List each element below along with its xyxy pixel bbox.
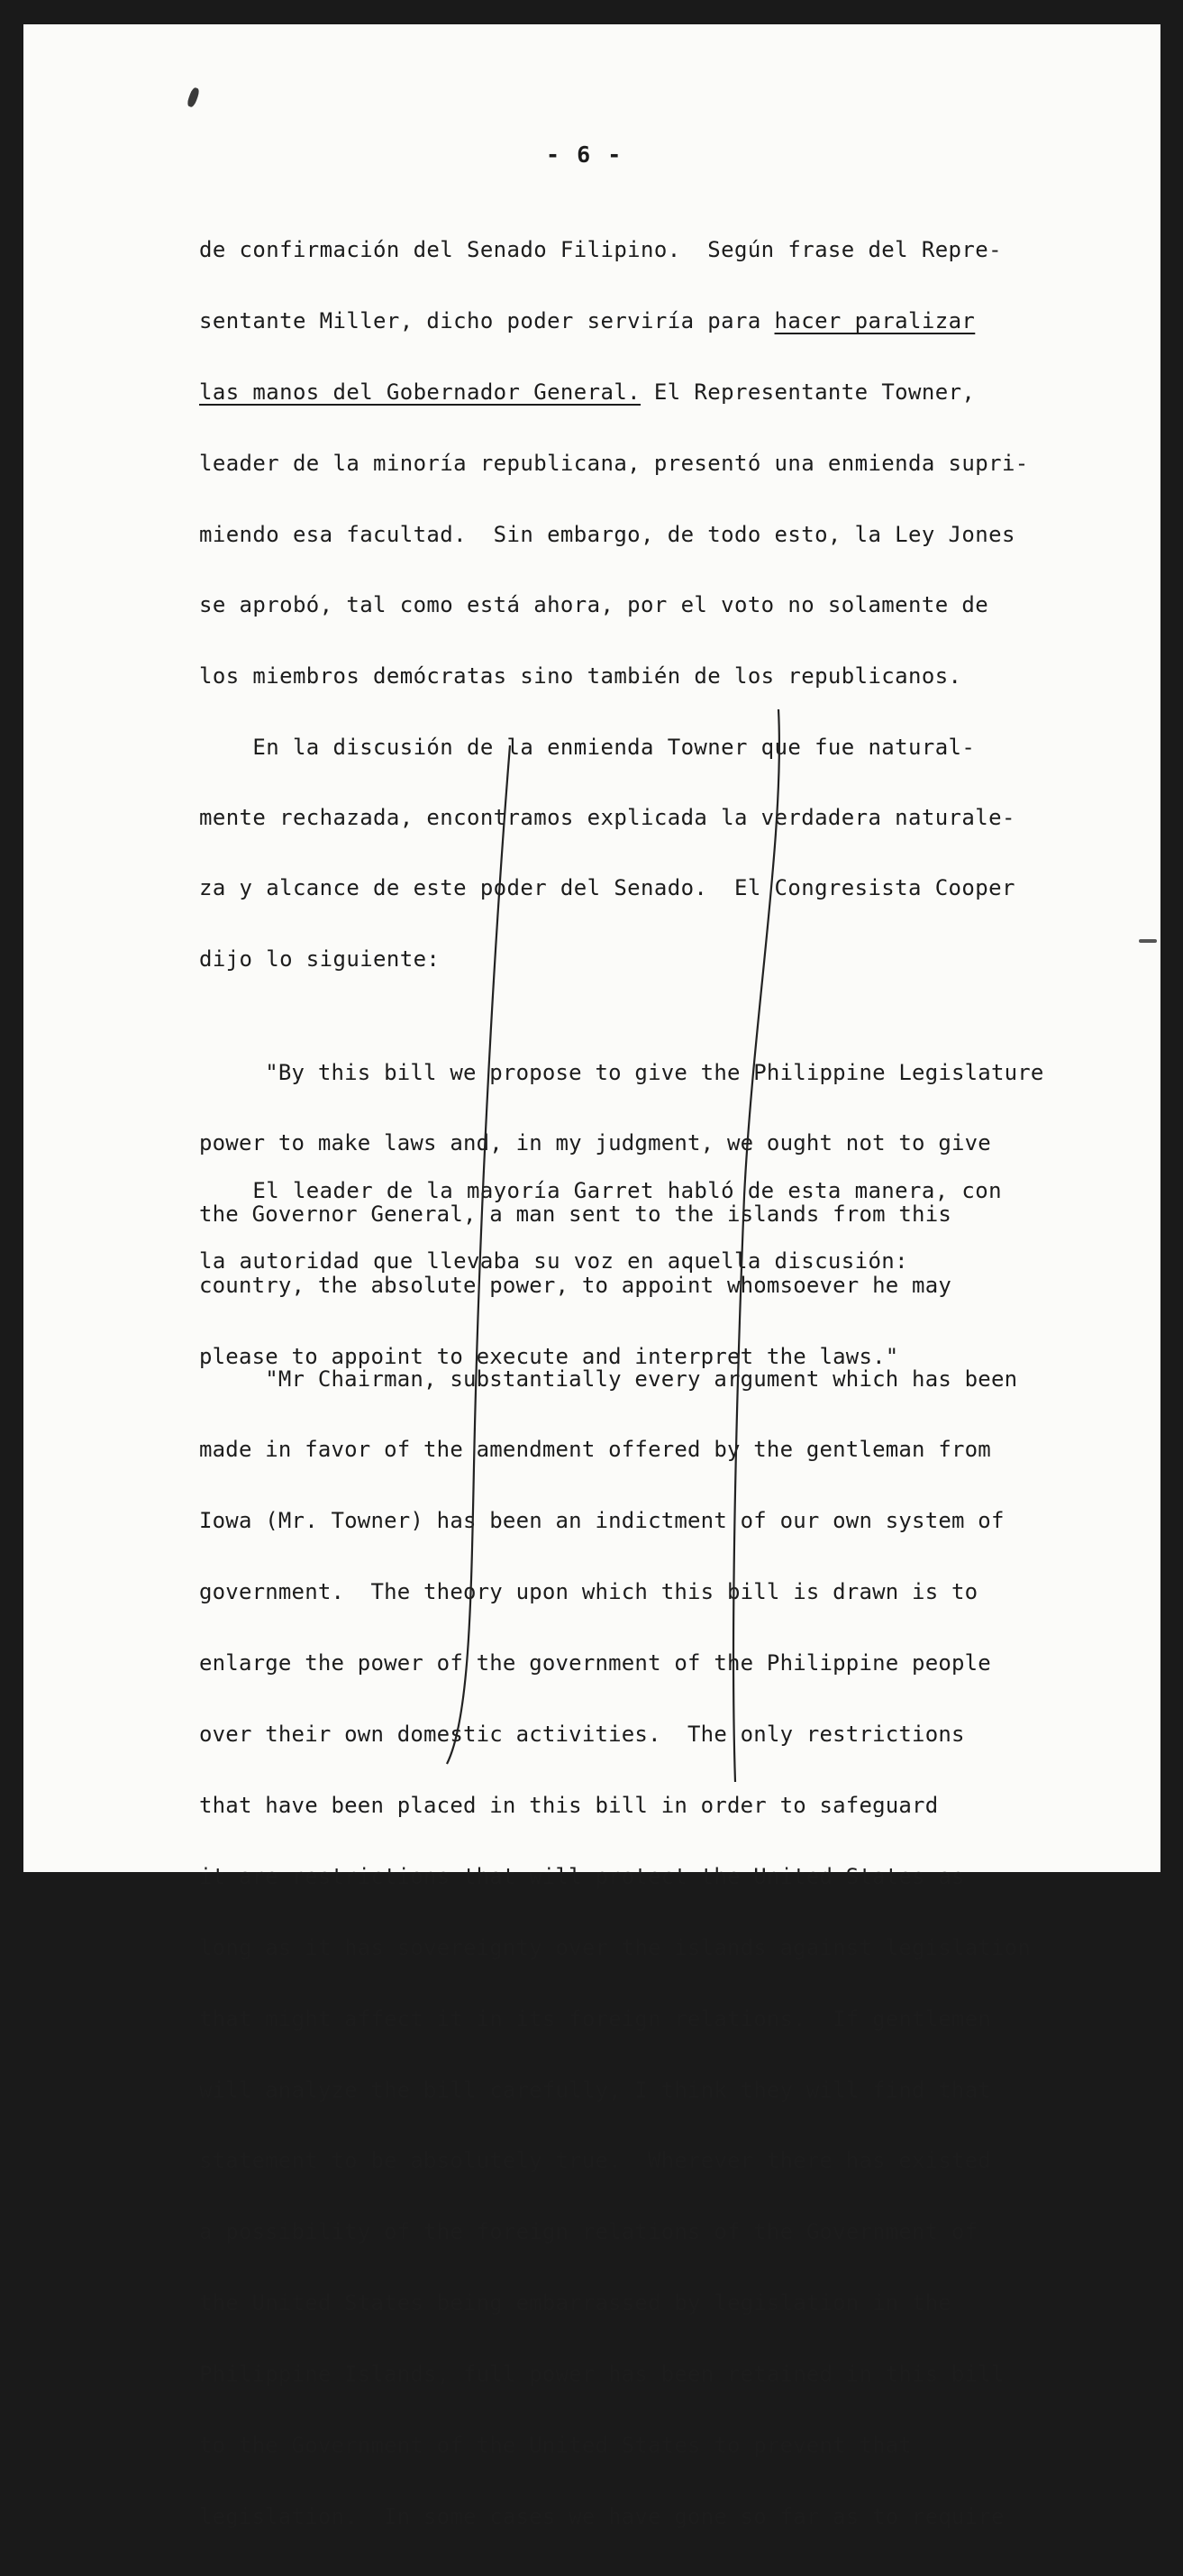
quote-line: Philippine Islands, full power has been retained in this bill — [199, 2361, 1005, 2388]
text-line: En la discusión de la enmienda Towner que fue natural- — [199, 735, 976, 760]
scan-speck — [1139, 939, 1157, 943]
quote-line: legislation. In some cases we have gone so far as to require — [199, 2503, 1005, 2529]
quote-line: "By this bill we propose to give the Philippine Legislature — [199, 1059, 1044, 1085]
text-line: za y alcance de este poder del Senado. El Congresista Cooper — [199, 875, 1015, 900]
text-line: El leader de la mayoría Garret habló de esta manera, con — [199, 1178, 1002, 1203]
text-line: dijo lo siguiente: — [199, 946, 441, 972]
text-line: mente rechazada, encontramos explicada la verdadera naturale- — [199, 805, 1015, 830]
quote-line: government. The theory upon which this bill is drawn is to — [199, 1579, 978, 1605]
quote-line: power to make laws and, in my judgment, we ought not to give — [199, 1130, 991, 1156]
scan-speck — [187, 87, 201, 108]
document-page — [23, 24, 1160, 2529]
quote-line: Iowa (Mr. Towner) has been an indictment of our own system of — [199, 1508, 1005, 1534]
quote-line: over their own domestic activities. The only restrictions — [199, 1722, 965, 1748]
text-line: de confirmación del Senado Filipino. Según frase del Repre- — [199, 237, 1002, 262]
quote-line: please to appoint to execute and interpret the laws." — [199, 1344, 899, 1370]
text-line — [199, 379, 975, 405]
text-segment: El Representante Towner, — [641, 379, 976, 405]
quote-line: a possibility of the foreign relations of the Government of — [199, 2219, 978, 2245]
quote-line: enlarge the power of the government of the Philippine people — [199, 1650, 991, 1676]
quote-line: "Mr Chairman, substantially every argument which has been — [199, 1366, 1018, 1392]
text-line: leader de la minoría republicana, presentó una enmienda supri- — [199, 451, 1029, 476]
quote-line: long as it has sovereignty over the islands against legislation — [199, 1934, 1031, 1960]
quote-block — [199, 1320, 1031, 2576]
quote-line: country, the absolute power, to appoint whomsoever he may — [199, 1273, 952, 1299]
quote-line: made in favor of the amendment offered by the gentleman from — [199, 1437, 991, 1463]
underlined-phrase: hacer paralizar — [774, 308, 976, 333]
quote-line: that might affect it in its foreign relations. If gentlemen — [199, 2005, 991, 2032]
text-line: la autoridad que llevaba su voz en aquella discusión: — [199, 1248, 909, 1274]
text-line — [199, 308, 975, 333]
quote-line: will analyze the bill carefully, I think they will find that — [199, 2077, 991, 2103]
page-number: - 6 - — [546, 142, 623, 168]
underlined-phrase: las manos del Gobernador General. — [199, 379, 642, 405]
text-line: se aprobó, tal como está ahora, por el voto no solamente de — [199, 592, 989, 617]
quote-line: it are restrictions that will protect the United States as — [199, 1863, 965, 1889]
text-line: miendo esa facultad. Sin embargo, de todo esto, la Ley Jones — [199, 522, 1015, 547]
quote-line: the Governor General, a man sent to the islands from this — [199, 1201, 952, 1228]
quote-line: the United States being embarrassed by legislation in the — [199, 2290, 952, 2316]
quote-line: that have been placed in this bill in order to safeguard — [199, 1792, 939, 1818]
quote-line: to the Government of the United States to prevent that — [199, 2432, 913, 2458]
text-line: los miembros demócratas sino también de los republicanos. — [199, 663, 962, 689]
quote-line: statement to be absolutely true. Wherever there has existed — [199, 2148, 991, 2174]
text-segment: sentante Miller, dicho poder serviría para — [199, 308, 775, 333]
